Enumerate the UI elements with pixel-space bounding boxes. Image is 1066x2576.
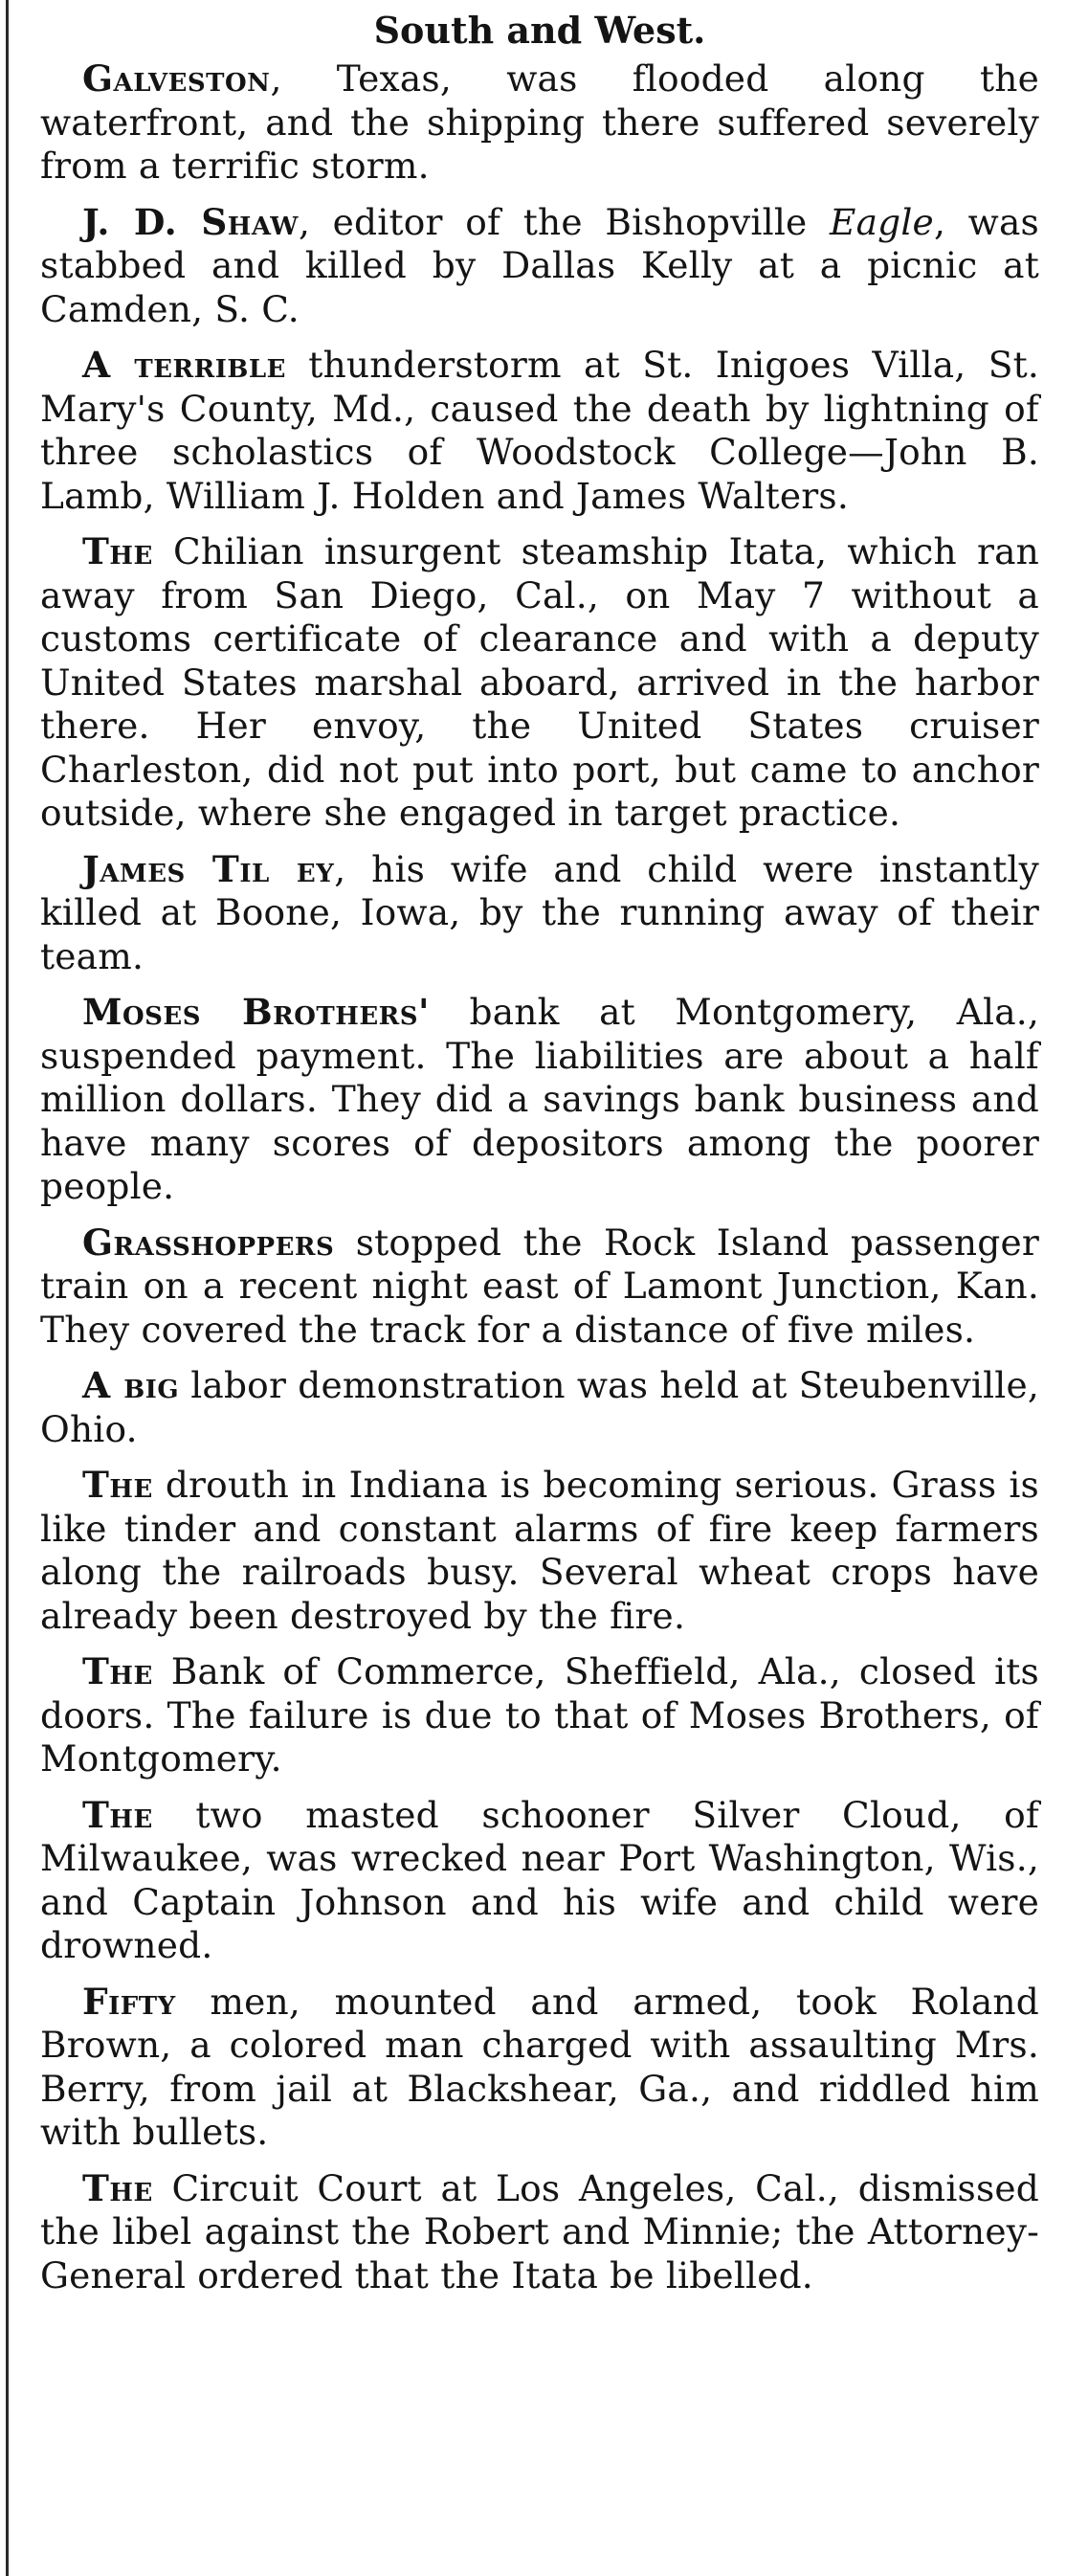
section-heading: South and West. bbox=[373, 9, 706, 52]
news-item bbox=[40, 1981, 1039, 2155]
item-lead: Moses Brothers' bbox=[82, 991, 431, 1033]
item-text: , was stabbed and killed by Dallas Kelly at a picnic at Camden, S. C. bbox=[40, 200, 1039, 330]
item-text: labor demonstration was held at Steubenville, Ohio. bbox=[40, 1364, 1039, 1450]
news-item bbox=[40, 2167, 1039, 2298]
item-text: men, mounted and armed, took Roland Brown, a colored man charged with assaulting Mrs. Berry, from jail at Blackshear, Ga., and riddled him with bullets. bbox=[40, 1980, 1039, 2153]
item-text: Bank of Commerce, Sheffield, Ala., closed its doors. The failure is due to that of Moses Brothers, of Montgomery. bbox=[40, 1650, 1039, 1780]
item-lead: Galveston bbox=[82, 57, 271, 100]
item-lead: A big bbox=[82, 1364, 180, 1406]
news-item bbox=[40, 848, 1039, 979]
news-item bbox=[40, 57, 1039, 189]
news-item bbox=[40, 1221, 1039, 1353]
item-text: , Texas, was flooded along the waterfront, and the shipping there suffered severely from a terrific storm. bbox=[40, 57, 1039, 187]
item-text: two masted schooner Silver Cloud, of Milwaukee, was wrecked near Port Washington, Wis., and Captain Johnson and his wife and child were drowned. bbox=[40, 1793, 1039, 1966]
column-rule bbox=[6, 0, 9, 2576]
item-lead: Fifty bbox=[82, 1980, 176, 2023]
news-item bbox=[40, 344, 1039, 518]
item-emphasis: Eagle bbox=[830, 200, 934, 243]
news-item bbox=[40, 991, 1039, 1209]
item-text: , editor of the Bishopville bbox=[298, 200, 831, 243]
news-item bbox=[40, 201, 1039, 332]
item-text: Circuit Court at Los Angeles, Cal., dismissed the libel against the Robert and Minnie; the Attorney-General ordered that the Itata be libelled. bbox=[40, 2166, 1039, 2296]
item-lead: The bbox=[82, 1793, 153, 1836]
item-text: drouth in Indiana is becoming serious. Grass is like tinder and constant alarms of fire keep farmers along the railroads busy. Several wheat crops have already been destroyed by the fire. bbox=[40, 1464, 1039, 1637]
item-text: bank at Montgomery, Ala., suspended payment. The liabilities are about a half million dollars. They did a savings bank business and have many scores of depositors among the poorer people. bbox=[40, 991, 1039, 1207]
item-lead: The bbox=[82, 1464, 153, 1506]
item-text: Chilian insurgent steamship Itata, which ran away from San Diego, Cal., on May 7 without a customs certificate of clearance and with a deputy United States marshal aboard, arrived in the harbor there. Her envoy, the United States cruiser Charleston, did not put into port, but came to anchor outside, where she engaged in target practice. bbox=[40, 530, 1039, 834]
item-lead: The bbox=[82, 1650, 153, 1692]
news-item bbox=[40, 1364, 1039, 1451]
item-lead: James Til ey bbox=[82, 847, 335, 890]
item-text: , his wife and child were instantly killed at Boone, Iowa, by the running away of their team. bbox=[40, 847, 1039, 977]
item-lead: A terrible bbox=[82, 344, 286, 386]
item-text: stopped the Rock Island passenger train on a recent night east of Lamont Junction, Kan. They covered the track for a distance of five miles. bbox=[40, 1221, 1039, 1351]
item-lead: The bbox=[82, 2166, 153, 2209]
item-lead: Grasshoppers bbox=[82, 1221, 335, 1264]
item-lead: The bbox=[82, 530, 153, 572]
news-item bbox=[40, 530, 1039, 836]
item-lead: J. D. Shaw bbox=[82, 200, 299, 243]
news-item bbox=[40, 1794, 1039, 1968]
news-item bbox=[40, 1464, 1039, 1638]
news-item bbox=[40, 1650, 1039, 1781]
item-text: thunderstorm at St. Inigoes Villa, St. Mary's County, Md., caused the death by lightning of three scholastics of Woodstock College—John B. Lamb, William J. Holden and James Walters. bbox=[40, 344, 1039, 517]
